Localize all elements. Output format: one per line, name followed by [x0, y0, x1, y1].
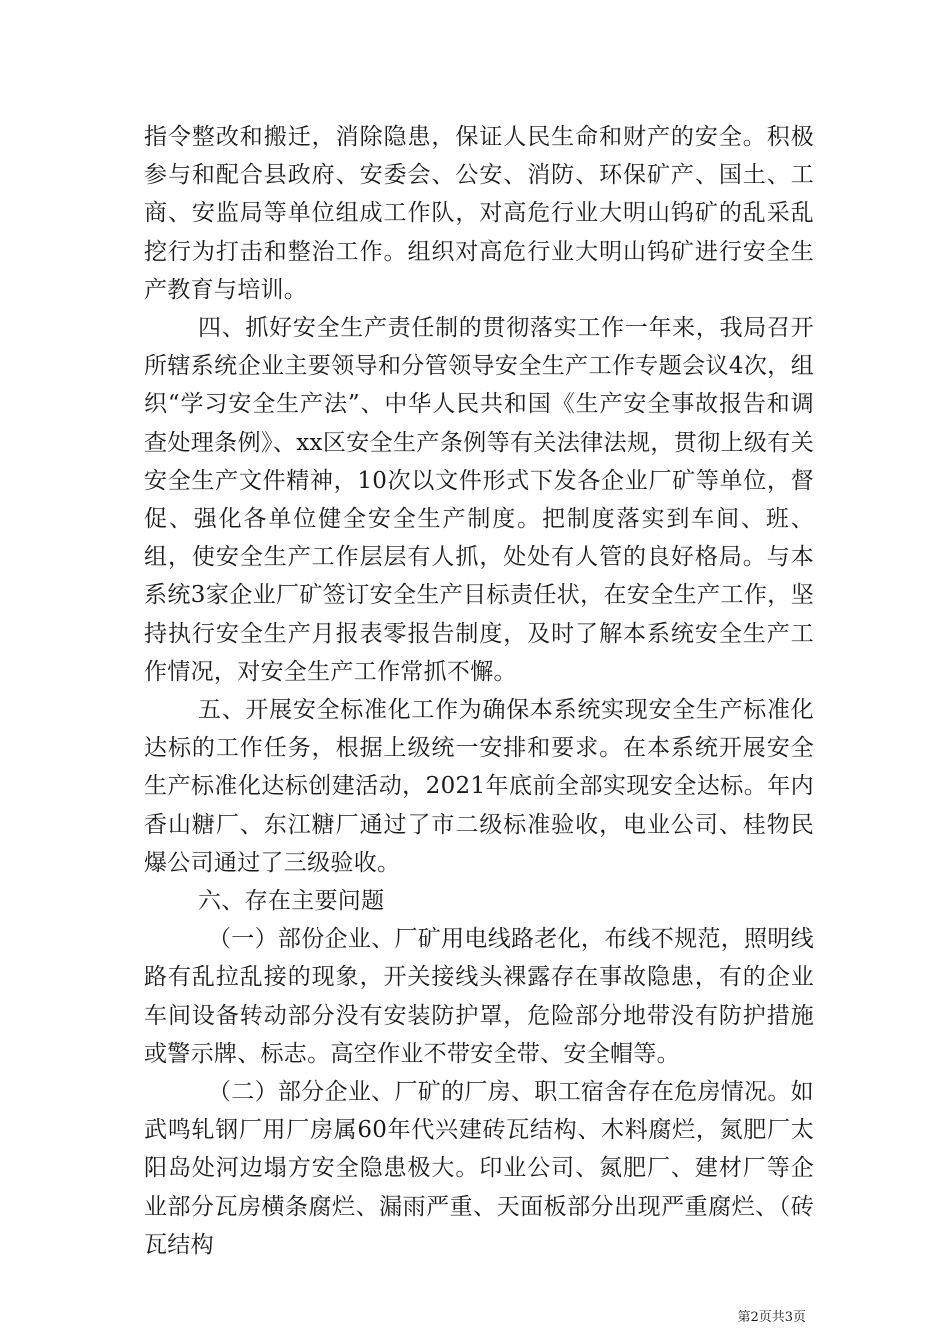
paragraph-issue-one: （一）部份企业、厂矿用电线路老化，布线不规范，照明线路有乱拉乱接的现象，开关接线头裸露存在事故隐患，有的企业车间设备转动部分没有安装防护罩，危险部分地带没有防护措施或警示牌、标志。高空作业不带安全带、安全帽等。 [144, 926, 814, 1067]
page-number: 第2页共3页 [737, 1310, 806, 1325]
document-body [144, 118, 814, 1264]
paragraph-section-five: 五、开展安全标准化工作为确保本系统实现安全生产标准化达标的工作任务，根据上级统一安排和要求。在本系统开展安全生产标准化达标创建活动，2021年底前全部实现安全达标。年内香山糖厂、东江糖厂通过了市二级标准验收，电业公司、桂物民爆公司通过了三级验收。 [144, 697, 814, 876]
paragraph-section-four: 四、抓好安全生产责任制的贯彻落实工作一年来，我局召开所辖系统企业主要领导和分管领导安全生产工作专题会议4次，组织“学习安全生产法”、中华人民共和国《生产安全事故报告和调查处理条例》、xx区安全生产条例等有关法律法规，贯彻上级有关安全生产文件精神，10次以文件形式下发各企业厂矿等单位，督促、强化各单位健全安全生产制度。把制度落实到车间、班、组，使安全生产工作层层有人抓，处处有人管的良好格局。与本系统3家企业厂矿签订安全生产目标责任状，在安全生产工作，坚持执行安全生产月报表零报告制度，及时了解本系统安全生产工作情况，对安全生产工作常抓不懈。 [144, 315, 814, 685]
paragraph-issue-two: （二）部分企业、厂矿的厂房、职工宿舍存在危房情况。如武鸣轧钢厂用厂房属60年代兴建砖瓦结构、木料腐烂，氮肥厂太阳岛处河边塌方安全隐患极大。印业公司、氮肥厂、建材厂等企业部分瓦房横条腐烂、漏雨严重、天面板部分出现严重腐烂、（砖瓦结构 [144, 1079, 814, 1258]
paragraph-continuation: 指令整改和搬迁，消除隐患，保证人民生命和财产的安全。积极参与和配合县政府、安委会、公安、消防、环保矿产、国土、工商、安监局等单位组成工作队，对高危行业大明山钨矿的乱采乱挖行为打击和整治工作。组织对高危行业大明山钨矿进行安全生产教育与培训。 [144, 124, 814, 303]
heading-section-six: 六、存在主要问题 [198, 888, 385, 915]
